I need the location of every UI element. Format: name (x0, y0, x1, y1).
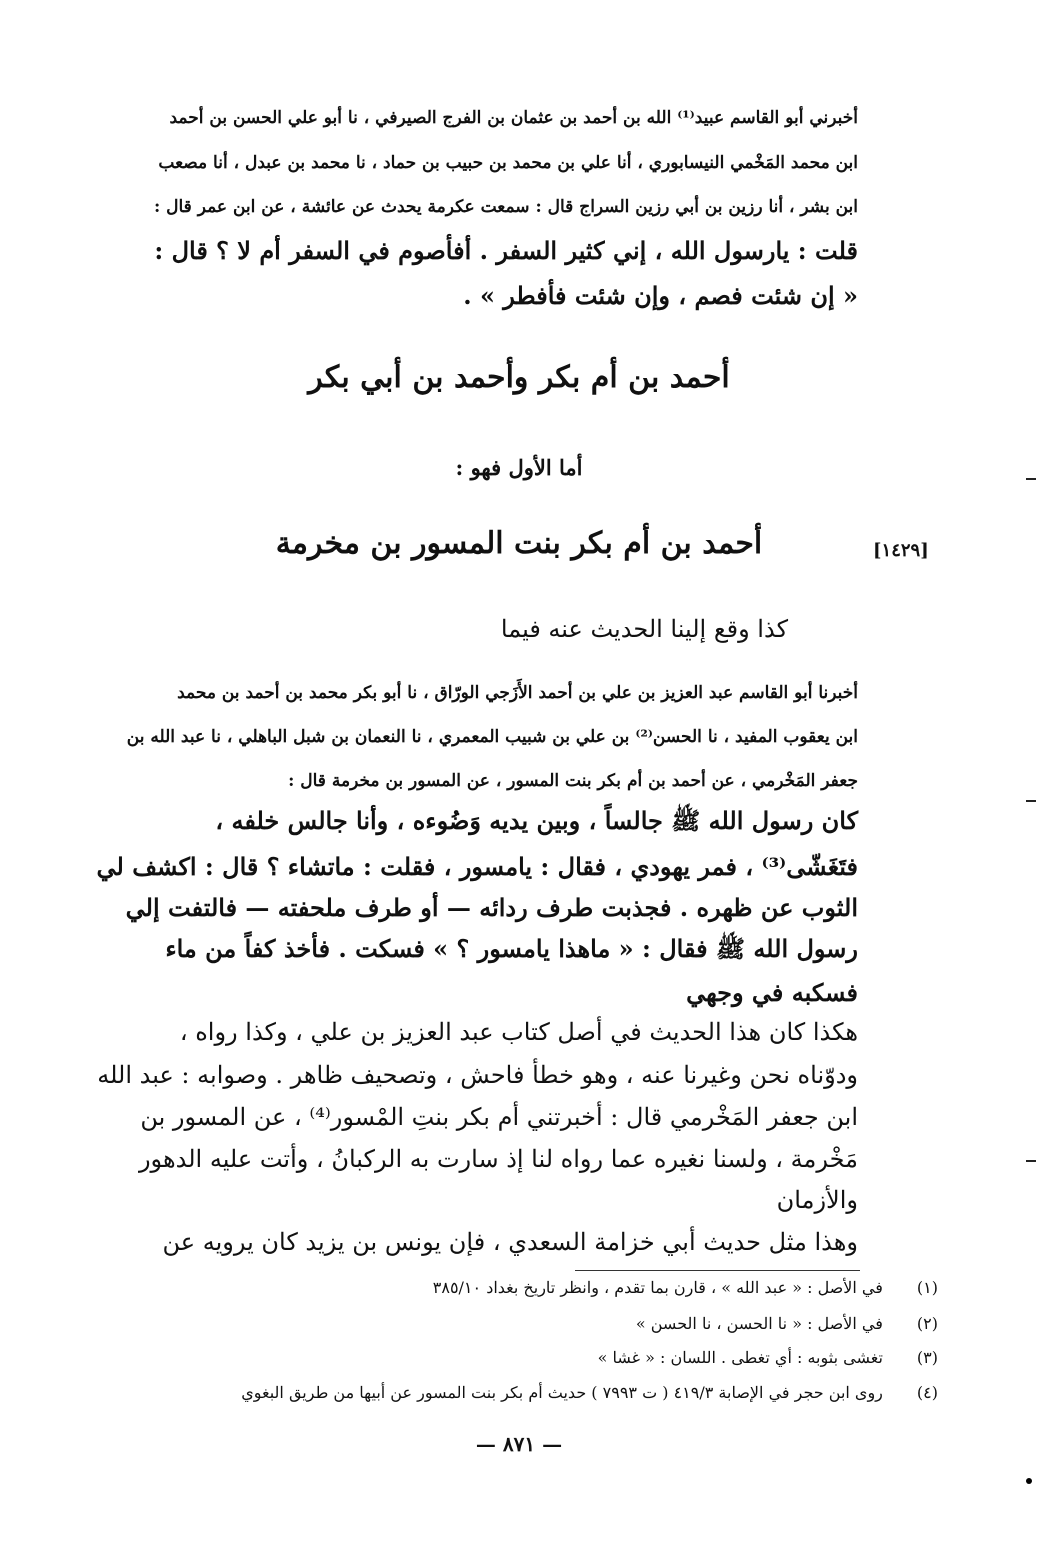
commentary-line-5: والأزمان (776, 1186, 858, 1214)
footnote-separator (575, 1270, 860, 1271)
matn-1-line-1: قلت : يارسول الله ، إني كثير السفر . أفأصوم في السفر أم لا ؟ قال : (154, 236, 858, 265)
isnad-2-line-1: أخبرنا أبو القاسم عبد العزيز بن علي بن أحمد الأَزَجي الورّاق ، نا أبو بكر محمد بن أحمد بن محمد (177, 683, 858, 703)
matn-2-line-5: فسكبه في وجهي (686, 978, 858, 1007)
scan-dot (1026, 1478, 1032, 1484)
footnote-text: روى ابن حجر في الإصابة ٤١٩/٣ ( ت ٧٩٩٣ ) حديث أم بكر بنت المسور عن أبيها من طريق البغوي (241, 1383, 883, 1402)
footnote-4 (178, 1383, 938, 1402)
footnote-2 (178, 1314, 938, 1333)
footnote-number: (٣) (916, 1348, 938, 1367)
scan-mark (1026, 478, 1036, 480)
matn-1-line-2: « إن شئت فصم ، وإن شئت فأفطر » . (463, 281, 858, 310)
entry-title: أحمد بن أم بكر بنت المسور بن مخرمة (275, 526, 763, 561)
footnote-number: (٢) (916, 1314, 938, 1333)
footnote-text: تغشى بثوبه : أي تغطى . اللسان : « غشا » (597, 1348, 883, 1367)
footnote-1 (178, 1278, 938, 1297)
commentary-line-2: ودوّناه نحن وغيرنا عنه ، وهو خطأ فاحش ، وتصحيف ظاهر . وصوابه : عبد الله (97, 1061, 858, 1089)
commentary-line-3: ابن جعفر المَخْرمي قال : أخبرتني أم بكر بنتِ المْسور⁽⁴⁾ ، عن المسور بن (140, 1103, 858, 1131)
commentary-line-6: وهذا مثل حديث أبي خزامة السعدي ، فإن يونس بن يزيد كان يرويه عن (162, 1228, 858, 1256)
footnote-text: في الأصل : « عبد الله » ، قارن بما تقدم ، وانظر تاريخ بغداد ٣٨٥/١٠ (432, 1278, 883, 1297)
page-number: — ٨٧١ — (475, 1432, 563, 1456)
intro-line: كذا وقع إلينا الحديث عنه فيما (500, 615, 788, 643)
matn-2-line-3: الثوب عن ظهره . فجذبت طرف ردائه — أو طرف ملحفته — فالتفت إلي (125, 893, 858, 922)
matn-2-line-1: كان رسول الله ﷺ جالساً ، وبين يديه وَضُوءه ، وأنا جالس خلفه ، (215, 806, 858, 835)
isnad-1-line-1: أخبرني أبو القاسم عبيد⁽¹⁾ الله بن أحمد بن عثمان بن الفرج الصيرفي ، نا أبو علي الحسن بن أحمد (169, 108, 858, 128)
scan-mark (1026, 800, 1036, 802)
footnote-3 (178, 1348, 938, 1367)
page-title: أحمد بن أم بكر وأحمد بن أبي بكر (308, 360, 730, 395)
isnad-1-line-3: ابن بشر ، أنا رزين بن أبي رزين السراج قال : سمعت عكرمة يحدث عن عائشة ، عن ابن عمر قال : (153, 197, 858, 217)
entry-number: [١٤٢٩] (873, 540, 929, 561)
commentary-line-4: مَخْرمة ، ولسنا نغيره عما رواه لنا إذ سارت به الركبانُ ، وأتت عليه الدهور (138, 1145, 858, 1173)
isnad-2-line-3: جعفر المَخْرمي ، عن أحمد بن أم بكر بنت المسور ، عن المسور بن مخرمة قال : (288, 771, 858, 791)
footnote-number: (٤) (916, 1383, 938, 1402)
scan-mark (1026, 1160, 1036, 1162)
matn-2-line-2: فتَغَشّى⁽³⁾ ، فمر يهودي ، فقال : يامسور ، فقلت : ماتشاء ؟ قال : اكشف لي (96, 852, 858, 881)
commentary-line-1: هكذا كان هذا الحديث في أصل كتاب عبد العزيز بن علي ، وكذا رواه ، (179, 1018, 858, 1046)
isnad-1-line-2: ابن محمد المَخْمي النيسابوري ، أنا علي بن محمد بن حبيب بن حماد ، نا محمد بن عبدل ، أنا مصعب (158, 153, 858, 173)
footnote-text: في الأصل : « نا الحسن ، نا الحسن » (635, 1314, 883, 1333)
isnad-2-line-2: ابن يعقوب المفيد ، نا الحسن⁽²⁾ بن علي بن شبيب المعمري ، نا النعمان بن شبل الباهلي ، نا عبد الله بن (126, 727, 858, 747)
footnote-number: (١) (916, 1278, 938, 1297)
subtitle: أما الأول فهو : (455, 455, 583, 480)
matn-2-line-4: رسول الله ﷺ فقال : « ماهذا يامسور ؟ » فسكت . فأخذ كفاً من ماء (165, 934, 858, 963)
